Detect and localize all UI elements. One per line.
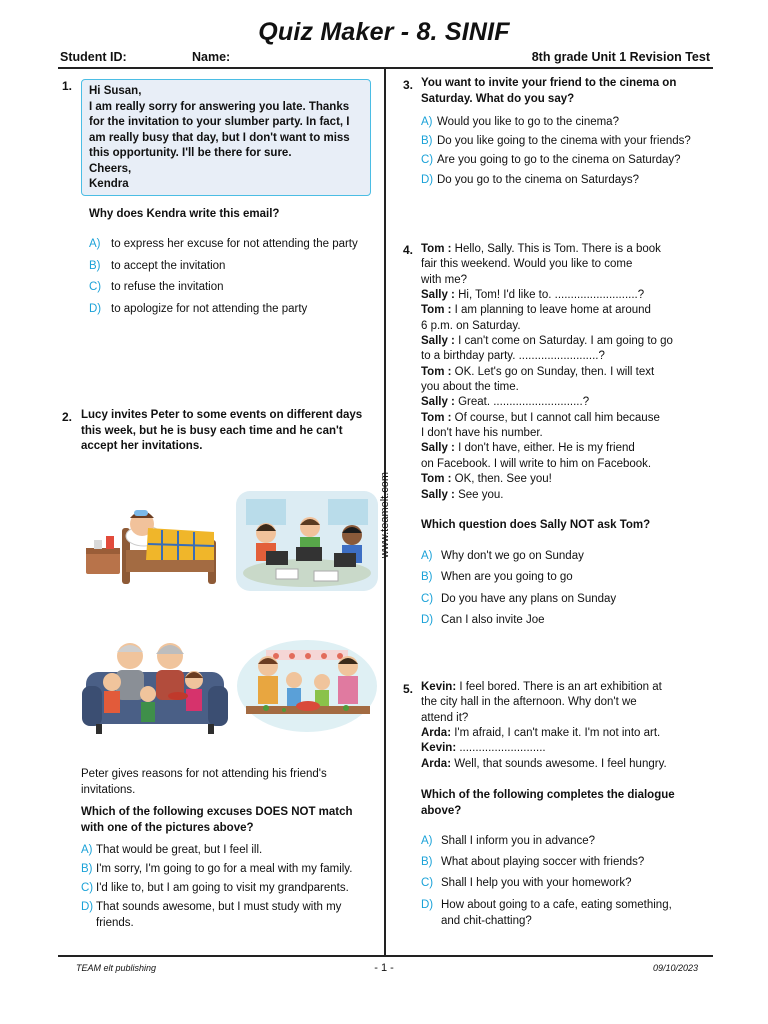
speech: Of course, but I cannot call him because bbox=[451, 411, 660, 424]
q5-option-b[interactable] bbox=[421, 855, 644, 871]
dialogue-line bbox=[421, 695, 706, 710]
page-title: Quiz Maker - 8. SINIF bbox=[258, 18, 510, 46]
speech: to a birthday party. .........................? bbox=[421, 350, 605, 363]
dialogue-line bbox=[421, 757, 706, 772]
q5-number: 5. bbox=[403, 682, 414, 696]
q1-option-d[interactable] bbox=[89, 302, 307, 318]
q2-statement bbox=[81, 767, 381, 798]
sick-boy-in-bed-picture bbox=[82, 488, 228, 590]
speech: Hello, Sally. This is Tom. There is a book bbox=[451, 243, 661, 255]
option-letter: B) bbox=[421, 856, 433, 868]
question-line: above? bbox=[421, 804, 462, 817]
dialogue-line bbox=[421, 257, 706, 272]
speaker: Sally : bbox=[421, 488, 455, 501]
option-letter: D) bbox=[421, 174, 434, 186]
speech: Hi, Tom! I'd like to. ..........................? bbox=[454, 289, 645, 302]
dialogue-line bbox=[421, 365, 706, 380]
option-text: Shall I help you with your homework? bbox=[441, 877, 632, 889]
option-letter: B) bbox=[421, 571, 433, 583]
q4-option-c[interactable] bbox=[421, 592, 616, 608]
dialogue-line bbox=[421, 380, 706, 395]
option-letter: C) bbox=[421, 154, 434, 166]
speaker: Tom : bbox=[421, 243, 452, 255]
speaker: Arda: bbox=[421, 757, 452, 770]
option-letter: A) bbox=[421, 835, 433, 847]
option-letter: D) bbox=[421, 614, 434, 626]
q1-email-box bbox=[81, 79, 371, 196]
option-text: Do you go to the cinema on Saturdays? bbox=[437, 174, 640, 186]
intro-line: this week, but he is busy each time and he can't bbox=[81, 424, 343, 437]
email-line: Cheers, bbox=[89, 162, 132, 175]
option-text: Are you going to go to the cinema on Saturday? bbox=[437, 154, 681, 166]
speaker: Tom : bbox=[421, 365, 452, 378]
q3-option-d[interactable] bbox=[421, 173, 639, 189]
question-line: Saturday. What do you say? bbox=[421, 92, 575, 105]
option-text: I'm sorry, I'm going to go for a meal with my family. bbox=[96, 863, 353, 875]
q5-option-c[interactable] bbox=[421, 876, 632, 892]
option-letter: A) bbox=[421, 116, 433, 128]
q4-number: 4. bbox=[403, 243, 414, 257]
question-line: Which of the following excuses DOES NOT match bbox=[81, 806, 353, 818]
option-text: Can I also invite Joe bbox=[441, 614, 545, 626]
name-label: Name: bbox=[192, 50, 231, 64]
option-letter: B) bbox=[81, 863, 93, 875]
option-letter: C) bbox=[89, 281, 102, 293]
q2-option-b[interactable] bbox=[81, 862, 352, 878]
email-line: this opportunity. I'll be there for sure. bbox=[89, 147, 292, 159]
q2-question bbox=[81, 805, 381, 836]
speech: OK. Let's go on Sunday, then. I will text bbox=[451, 365, 655, 378]
speaker: Tom : bbox=[421, 411, 452, 424]
dialogue-line bbox=[421, 303, 706, 318]
footer-rule bbox=[58, 955, 713, 957]
dialogue-line bbox=[421, 726, 706, 741]
q5-question bbox=[421, 788, 711, 819]
test-title: 8th grade Unit 1 Revision Test bbox=[531, 50, 710, 64]
intro-line: Lucy invites Peter to some events on different days bbox=[81, 409, 363, 421]
header-rule bbox=[58, 67, 713, 69]
option-letter: B) bbox=[89, 260, 101, 272]
q3-option-a[interactable] bbox=[421, 115, 619, 131]
dialogue-line bbox=[421, 741, 706, 756]
option-letter: C) bbox=[421, 877, 434, 889]
option-text: That would be great, but I feel ill. bbox=[96, 844, 263, 856]
dialogue-line bbox=[421, 411, 706, 426]
speech: I don't have, either. He is my friend bbox=[454, 442, 635, 455]
option-letter: C) bbox=[81, 882, 94, 894]
q2-option-a[interactable] bbox=[81, 843, 262, 859]
speech: I feel bored. There is an art exhibition at bbox=[456, 681, 662, 693]
statement-line: Peter gives reasons for not attending his friend's bbox=[81, 768, 327, 780]
option-text-cont: and chit-chatting? bbox=[441, 914, 532, 927]
speaker: Sally : bbox=[421, 442, 455, 455]
dialogue-line bbox=[421, 288, 706, 303]
email-line: Kendra bbox=[89, 178, 129, 190]
student-id-label: Student ID: bbox=[60, 50, 127, 64]
speech: OK, then. See you! bbox=[451, 473, 552, 486]
q2-option-d[interactable] bbox=[81, 900, 381, 931]
q4-question: Which question does Sally NOT ask Tom? bbox=[421, 519, 651, 531]
speech: the city hall in the afternoon. Why don't we bbox=[421, 696, 637, 709]
q5-dialogue bbox=[421, 680, 706, 772]
dialogue-line bbox=[421, 319, 706, 334]
option-letter: D) bbox=[421, 899, 434, 911]
option-letter: C) bbox=[421, 593, 434, 605]
option-text: Shall I inform you in advance? bbox=[441, 835, 596, 847]
option-text: That sounds awesome, but I must study with my bbox=[96, 901, 342, 913]
q1-option-a[interactable] bbox=[89, 237, 358, 253]
speech: See you. bbox=[454, 488, 504, 501]
speaker: Arda: bbox=[421, 727, 452, 740]
speech: I am planning to leave home at around bbox=[451, 304, 651, 317]
dialogue-line bbox=[421, 349, 706, 364]
dialogue-line bbox=[421, 273, 706, 288]
speech: I'm afraid, I can't make it. I'm not into art. bbox=[451, 727, 661, 740]
q2-option-c[interactable] bbox=[81, 881, 349, 897]
speech: Great. ............................? bbox=[454, 396, 590, 409]
option-letter: A) bbox=[89, 238, 101, 250]
option-text: Why don't we go on Sunday bbox=[441, 550, 584, 562]
option-text: What about playing soccer with friends? bbox=[441, 856, 645, 868]
option-text: Do you like going to the cinema with your friends? bbox=[437, 135, 691, 147]
question-line: with one of the pictures above? bbox=[81, 821, 254, 834]
question-line: You want to invite your friend to the cinema on bbox=[421, 77, 677, 89]
q2-number: 2. bbox=[62, 410, 73, 424]
students-studying-picture bbox=[236, 491, 378, 591]
speech: 6 p.m. on Saturday. bbox=[421, 319, 521, 332]
q1-number: 1. bbox=[62, 79, 73, 93]
dialogue-line bbox=[421, 711, 706, 726]
email-line: am really busy that day, but I don't want to miss bbox=[89, 131, 350, 144]
footer-page-number: - 1 - bbox=[374, 962, 394, 974]
speech: Well, that sounds awesome. I feel hungry. bbox=[451, 757, 667, 770]
q4-dialogue bbox=[421, 242, 706, 503]
grandparents-picture bbox=[82, 636, 228, 736]
q1-option-b[interactable] bbox=[89, 259, 225, 275]
dialogue-line bbox=[421, 395, 706, 410]
option-text: to refuse the invitation bbox=[111, 281, 224, 293]
family-cooking-picture bbox=[236, 636, 378, 734]
q1-option-c[interactable] bbox=[89, 280, 224, 296]
q3-question bbox=[421, 76, 711, 107]
option-letter: A) bbox=[421, 550, 433, 562]
statement-line: invitations. bbox=[81, 783, 136, 796]
option-text: Would you like to go to the cinema? bbox=[437, 116, 619, 128]
option-letter: B) bbox=[421, 135, 433, 147]
q4-option-b[interactable] bbox=[421, 570, 573, 586]
footer-date: 09/10/2023 bbox=[652, 963, 698, 973]
speaker: Sally : bbox=[421, 289, 455, 302]
speech: I don't have his number. bbox=[421, 427, 543, 440]
speaker: Kevin: bbox=[421, 742, 457, 755]
speech: you about the time. bbox=[421, 381, 519, 394]
q4-option-a[interactable] bbox=[421, 549, 584, 565]
dialogue-line bbox=[421, 426, 706, 441]
intro-line: accept her invitations. bbox=[81, 440, 203, 452]
email-line: for the invitation to your slumber party. In fact, I bbox=[89, 116, 350, 128]
q5-option-a[interactable] bbox=[421, 834, 595, 850]
speaker: Sally : bbox=[421, 396, 455, 409]
speech: attend it? bbox=[421, 711, 469, 724]
speech: fair this weekend. Would you like to come bbox=[421, 258, 633, 271]
q2-intro bbox=[81, 408, 381, 455]
speech: ........................... bbox=[456, 742, 546, 755]
q3-option-b[interactable] bbox=[421, 134, 691, 150]
q4-option-d[interactable] bbox=[421, 613, 545, 629]
dialogue-line bbox=[421, 488, 706, 503]
header-meta bbox=[58, 50, 710, 68]
watermark: www.teamelt.com bbox=[379, 471, 391, 559]
speaker: Tom : bbox=[421, 473, 452, 486]
option-text-cont: friends. bbox=[96, 916, 134, 929]
speaker: Kevin: bbox=[421, 681, 457, 693]
option-letter: D) bbox=[81, 901, 94, 913]
dialogue-line bbox=[421, 457, 706, 472]
option-text: How about going to a cafe, eating something, bbox=[441, 899, 672, 911]
speaker: Sally : bbox=[421, 335, 455, 348]
q5-option-d[interactable] bbox=[421, 898, 711, 929]
speech: on Facebook. I will write to him on Facebook. bbox=[421, 457, 652, 470]
q3-number: 3. bbox=[403, 78, 414, 92]
dialogue-line bbox=[421, 472, 706, 487]
question-line: Which of the following completes the dialogue bbox=[421, 789, 675, 801]
email-line: Hi Susan, bbox=[89, 85, 142, 97]
footer-publisher: TEAM elt publishing bbox=[76, 963, 157, 973]
dialogue-line bbox=[421, 334, 706, 349]
dialogue-line bbox=[421, 680, 706, 695]
option-text: When are you going to go bbox=[441, 571, 573, 583]
option-letter: D) bbox=[89, 303, 102, 315]
option-text: to express her excuse for not attending the party bbox=[111, 238, 358, 250]
option-text: I'd like to, but I am going to visit my grandparents. bbox=[96, 882, 349, 894]
speech: I can't come on Saturday. I am going to go bbox=[454, 335, 673, 348]
option-text: to apologize for not attending the party bbox=[111, 303, 308, 315]
dialogue-line bbox=[421, 242, 706, 257]
email-line: I am really sorry for answering you late. Thanks bbox=[89, 100, 350, 113]
speaker: Tom : bbox=[421, 304, 452, 317]
dialogue-line bbox=[421, 441, 706, 456]
option-text: to accept the invitation bbox=[111, 260, 226, 272]
option-letter: A) bbox=[81, 844, 93, 856]
speech: with me? bbox=[421, 273, 468, 286]
option-text: Do you have any plans on Sunday bbox=[441, 593, 617, 605]
q3-option-c[interactable] bbox=[421, 153, 681, 169]
q1-question: Why does Kendra write this email? bbox=[89, 208, 280, 220]
